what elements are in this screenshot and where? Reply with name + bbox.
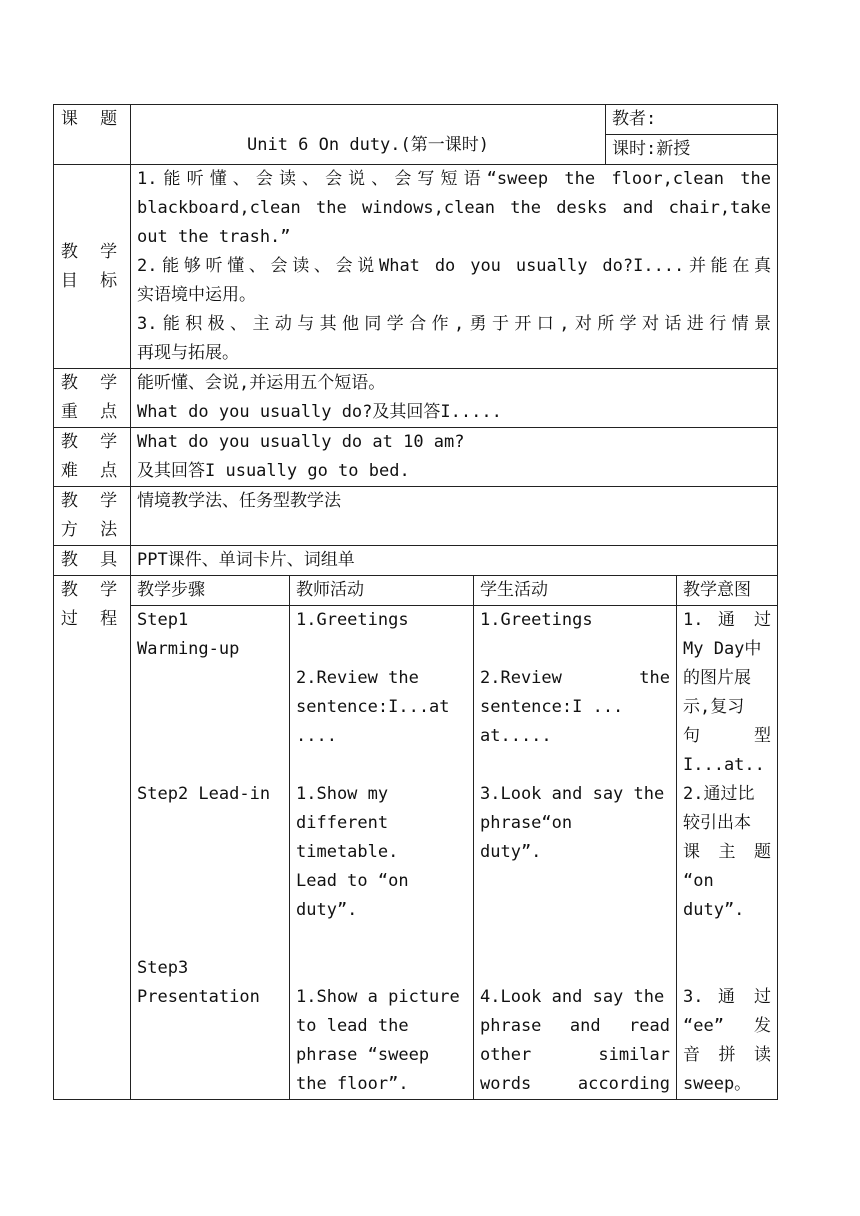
lesson-plan-table <box>53 104 778 1100</box>
tools-label: 教 具 <box>54 546 131 576</box>
student-activity-cell: 1.Greetings 2.Review the sentence:I ... at..... 3.Look and say the phrase“on duty”. 4.Look and say the phrase and read other similar words according <box>474 606 677 1100</box>
column-header-student: 学生活动 <box>474 576 677 606</box>
column-header-teacher: 教师活动 <box>290 576 474 606</box>
methods-label: 教 学 方 法 <box>54 487 131 546</box>
objectives-label: 教 学 目 标 <box>54 165 131 369</box>
objectives-content: 1.能听懂、会读、会说、会写短语“sweep the floor,clean the blackboard,clean the windows,clean the desks and chair,take out the trash.” 2.能够听懂、会读、会说What do you usually do?I....并能在真 实语境中运用。 3.能积极、主动与其他同学合作,勇于开口,对所学对话进行情景 再现与拓展。 <box>131 165 778 369</box>
lesson-type-field: 课时:新授 <box>606 135 778 165</box>
column-header-steps: 教学步骤 <box>131 576 290 606</box>
steps-cell: Step1 Warming-up Step2 Lead-in Step3 Presentation <box>131 606 290 1100</box>
process-label: 教 学 过 程 <box>54 576 131 1100</box>
difficulties-label: 教 学 难 点 <box>54 428 131 487</box>
topic-label: 课 题 <box>54 105 131 165</box>
tools-content: PPT课件、单词卡片、词组单 <box>131 546 778 576</box>
lesson-title: Unit 6 On duty.(第一课时) <box>131 105 606 165</box>
key-points-content: 能听懂、会说,并运用五个短语。 What do you usually do?及其回答I..... <box>131 369 778 428</box>
intent-cell: 1. 通 过 My Day中 的图片展 示,复习 句 型 I...at.. 2.通过比 较引出本 课 主 题 “on duty”. 3. 通 过 “ee”发 音 拼 读 sweep。 <box>677 606 778 1100</box>
column-header-intent: 教学意图 <box>677 576 778 606</box>
teacher-activity-cell: 1.Greetings 2.Review the sentence:I...at .... 1.Show my different timetable. Lead to “on duty”. 1.Show a picture to lead the phrase “sweep the floor”. <box>290 606 474 1100</box>
difficulties-content: What do you usually do at 10 am? 及其回答I usually go to bed. <box>131 428 778 487</box>
teacher-field: 教者: <box>606 105 778 135</box>
key-points-label: 教 学 重 点 <box>54 369 131 428</box>
methods-content: 情境教学法、任务型教学法 <box>131 487 778 546</box>
